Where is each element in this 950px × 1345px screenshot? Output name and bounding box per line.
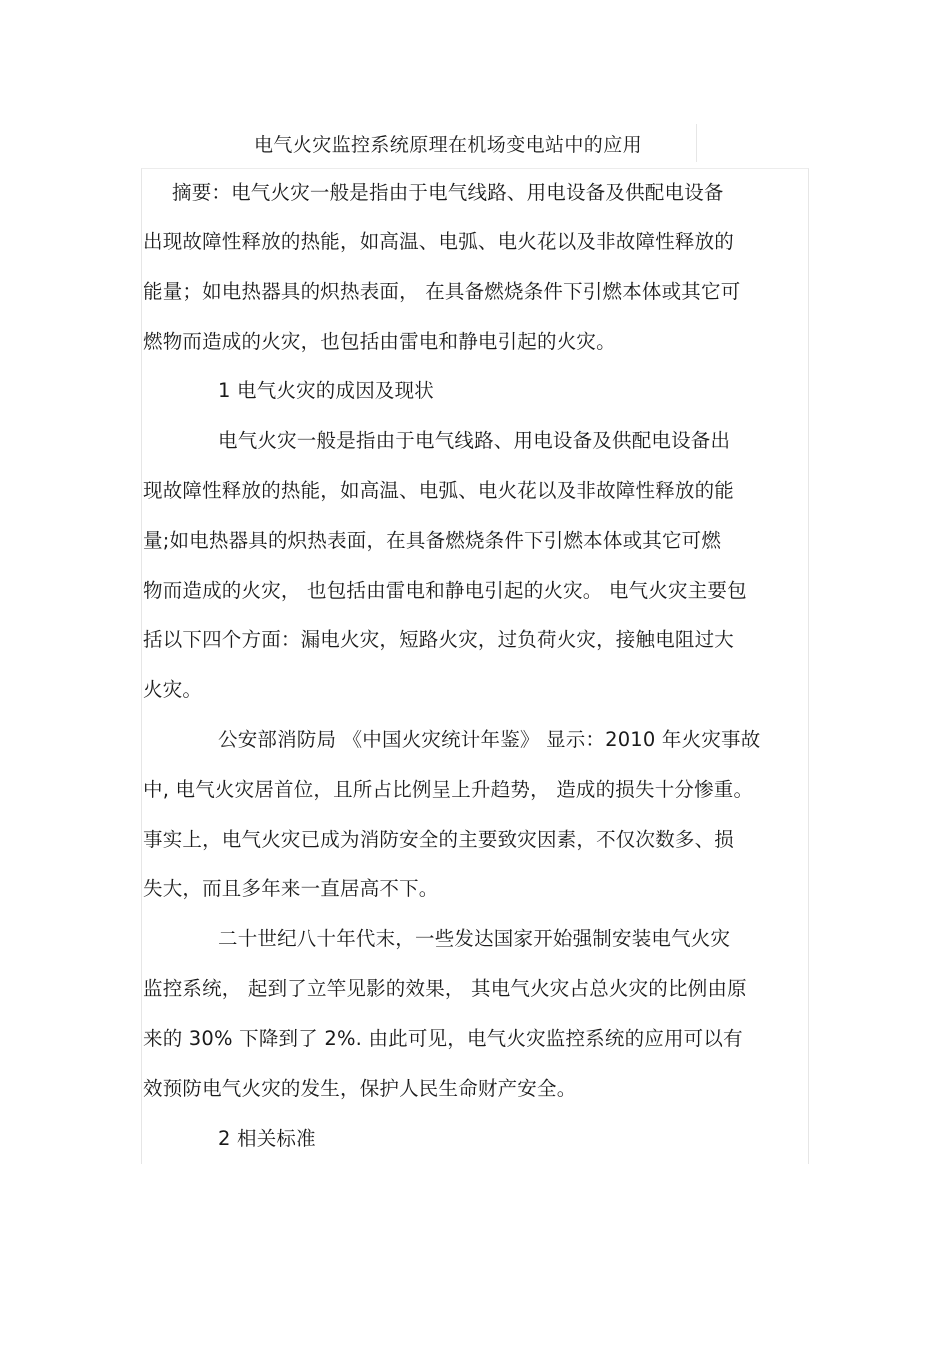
abstract-line-4: 燃物而造成的火灾，也包括由雷电和静电引起的火灾。 <box>143 330 616 353</box>
paragraph-2-line-4: 失大，而且多年来一直居高不下。 <box>143 877 439 900</box>
paragraph-3-line-2: 监控系统， 起到了立竿见影的效果， 其电气火灾占总火灾的比例由原 <box>143 977 747 1000</box>
paragraph-3-line-4: 效预防电气火灾的发生，保护人民生命财产安全。 <box>143 1077 577 1100</box>
document-title: 电气火灾监控系统原理在机场变电站中的应用 <box>254 134 643 156</box>
paragraph-1-line-4: 物而造成的火灾， 也包括由雷电和静电引起的火灾。 电气火灾主要包 <box>143 579 747 602</box>
paragraph-3-line-3: 来的 30% 下降到了 2%. 由此可见，电气火灾监控系统的应用可以有 <box>143 1027 743 1050</box>
section-heading-2: 2 相关标准 <box>218 1127 316 1150</box>
paragraph-1-line-6: 火灾。 <box>143 678 203 701</box>
section-heading-1: 1 电气火灾的成因及现状 <box>218 379 435 402</box>
paragraph-1-line-5: 括以下四个方面：漏电火灾，短路火灾，过负荷火灾，接触电阻过大 <box>143 628 735 651</box>
abstract-line-2: 出现故障性释放的热能，如高温、电弧、电火花以及非故障性释放的 <box>143 230 735 253</box>
paragraph-1-line-3: 量;如电热器具的炽热表面，在具备燃烧条件下引燃本体或其它可燃 <box>143 529 722 552</box>
paragraph-2-line-2: 中, 电气火灾居首位，且所占比例呈上升趋势， 造成的损失十分惨重。 <box>143 778 754 801</box>
content-frame <box>141 168 809 1164</box>
abstract-line-3: 能量；如电热器具的炽热表面， 在具备燃烧条件下引燃本体或其它可 <box>143 280 741 303</box>
paragraph-2-line-1: 公安部消防局 《中国火灾统计年鉴》 显示：2010 年火灾事故 <box>218 728 761 751</box>
paragraph-1-line-2: 现故障性释放的热能，如高温、电弧、电火花以及非故障性释放的能 <box>143 479 735 502</box>
paragraph-3-line-1: 二十世纪八十年代末，一些发达国家开始强制安装电气火灾 <box>218 927 731 950</box>
paragraph-2-line-3: 事实上，电气火灾已成为消防安全的主要致灾因素，不仅次数多、损 <box>143 828 735 851</box>
abstract-line-1: 摘要：电气火灾一般是指由于电气线路、用电设备及供配电设备 <box>172 181 724 204</box>
paragraph-1-line-1: 电气火灾一般是指由于电气线路、用电设备及供配电设备出 <box>218 429 731 452</box>
title-box <box>250 124 697 162</box>
